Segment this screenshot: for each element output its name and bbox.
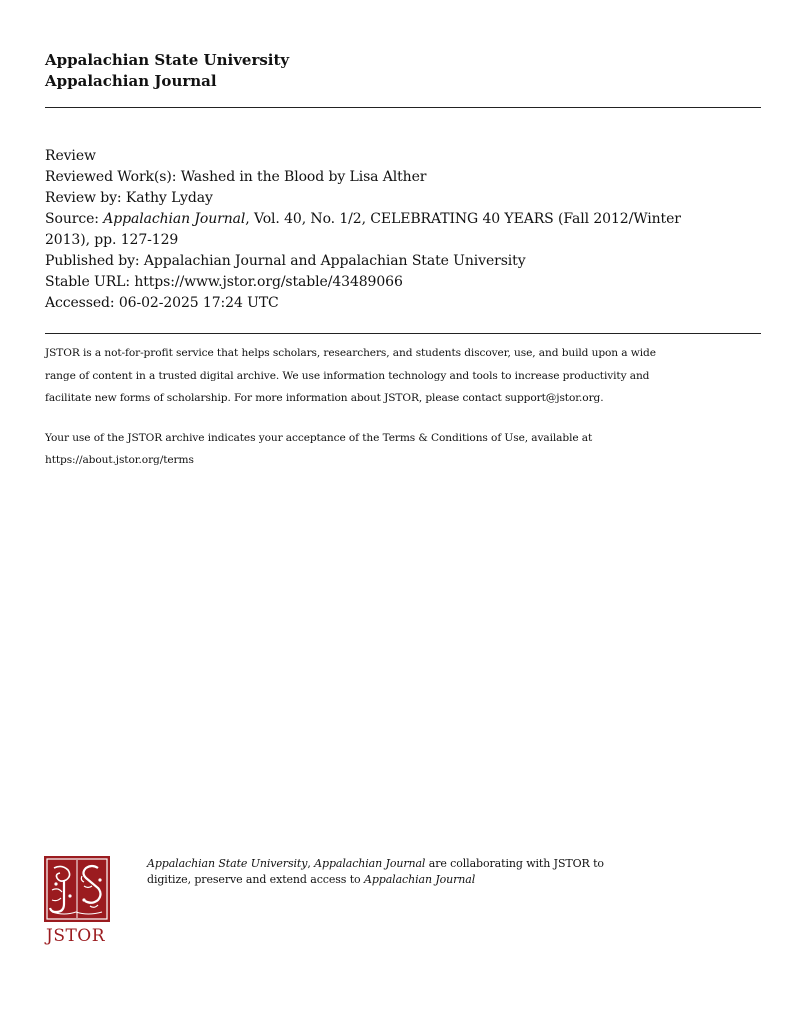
reviewed-work: Reviewed Work(s): Washed in the Blood by Lisa Alther bbox=[45, 169, 427, 185]
published-by: Published by: Appalachian Journal and Appalachian State University bbox=[45, 253, 526, 269]
collab-university: Appalachian State University bbox=[147, 857, 308, 870]
jstor-notice bbox=[45, 342, 761, 410]
collab-text-2: digitize, preserve and extend access to bbox=[147, 873, 364, 886]
jstor-logo bbox=[44, 856, 112, 946]
collaboration-statement bbox=[147, 856, 767, 888]
publisher-journal: Appalachian Journal bbox=[45, 72, 217, 90]
review-author: Review by: Kathy Lyday bbox=[45, 190, 213, 206]
terms-notice bbox=[45, 427, 761, 471]
collab-line-1 bbox=[147, 856, 767, 872]
collab-separator: , bbox=[307, 857, 315, 870]
top-divider bbox=[45, 107, 761, 108]
source-pages: 2013), pp. 127-129 bbox=[45, 232, 179, 248]
publisher-block bbox=[45, 50, 289, 92]
stable-url[interactable]: Stable URL: https://www.jstor.org/stable/43489066 bbox=[45, 274, 403, 290]
source-line bbox=[45, 209, 775, 230]
source-label: Source: bbox=[45, 211, 104, 227]
collab-journal-2: Appalachian Journal bbox=[363, 873, 476, 886]
middle-divider bbox=[45, 333, 761, 334]
accessed-date: Accessed: 06-02-2025 17:24 UTC bbox=[45, 295, 279, 311]
notice-line: JSTOR is a not-for-profit service that helps scholars, researchers, and students discover, use, and build upon a wide bbox=[45, 347, 656, 359]
collab-line-2 bbox=[147, 872, 767, 888]
jstor-wordmark: JSTOR bbox=[46, 926, 106, 946]
publisher-university: Appalachian State University bbox=[45, 51, 290, 69]
source-details: , Vol. 40, No. 1/2, CELEBRATING 40 YEARS (Fall 2012/Winter bbox=[245, 211, 681, 227]
notice-line: facilitate new forms of scholarship. For more information about JSTOR, please contact support@jstor.org. bbox=[45, 392, 604, 404]
item-type: Review bbox=[45, 148, 96, 164]
notice-line: range of content in a trusted digital archive. We use information technology and tools to increase productivity and bbox=[45, 369, 650, 382]
source-journal: Appalachian Journal bbox=[103, 211, 246, 227]
terms-line: Your use of the JSTOR archive indicates your acceptance of the Terms & Conditions of Use, available at bbox=[45, 432, 593, 444]
jstor-logo-icon bbox=[44, 856, 110, 922]
terms-url[interactable]: https://about.jstor.org/terms bbox=[45, 454, 194, 466]
collab-text: are collaborating with JSTOR to bbox=[425, 857, 604, 870]
collab-journal: Appalachian Journal bbox=[314, 857, 426, 870]
citation-block bbox=[45, 146, 775, 314]
